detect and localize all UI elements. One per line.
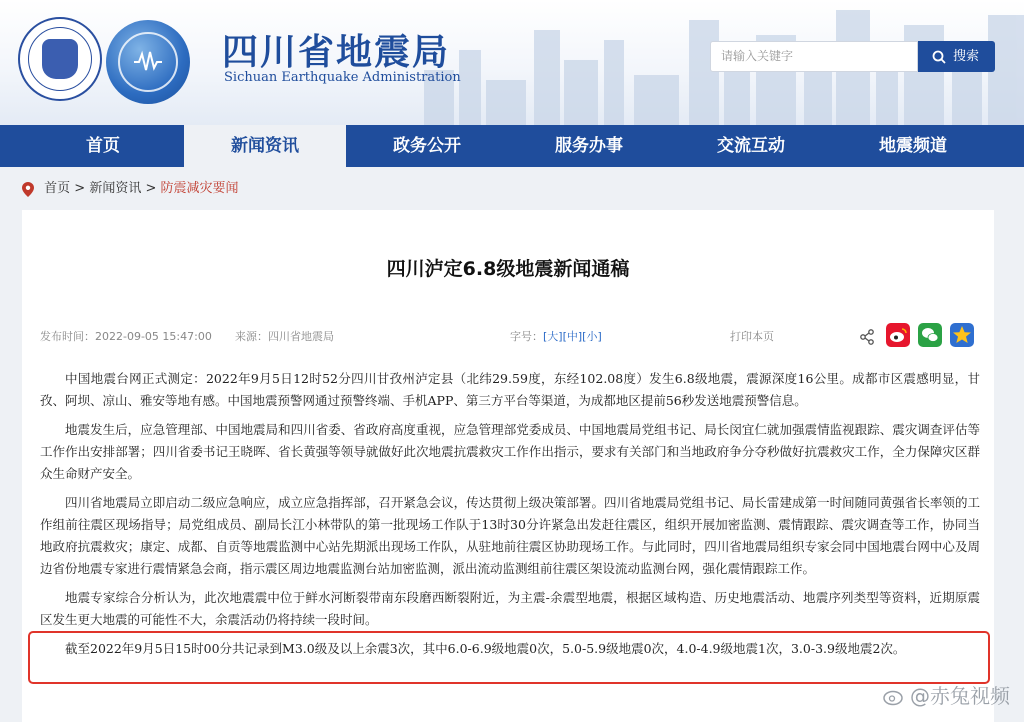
article-body	[40, 368, 980, 667]
wechat-share-icon[interactable]	[918, 323, 942, 347]
earthquake-administration-logo[interactable]	[106, 20, 190, 104]
nav-item-earthquake-channel[interactable]: 地震频道	[879, 136, 947, 156]
video-watermark	[882, 680, 1010, 709]
highlight-box	[28, 631, 990, 684]
article-paragraph: 地震发生后，应急管理部、中国地震局和四川省委、省政府高度重视，应急管理部党委成员、中国地震局党组书记、局长闵宜仁就加强震情监视跟踪、震灾调查评估等工作作出安排部署；四川省委书记王晓晖、省长黄强等领导就做好此次地震抗震救灾工作作出指示，要求有关部门和当地政府争分夺秒做好抗震救灾工作，全力保障灾区群众生命财产安全。	[40, 422, 980, 481]
breadcrumb-separator: >	[74, 181, 86, 196]
share-icon[interactable]	[860, 329, 874, 345]
watermark-text: @赤兔视频	[910, 684, 1010, 708]
search-button[interactable]	[918, 41, 995, 72]
weibo-logo-icon	[882, 686, 906, 706]
breadcrumb-home[interactable]: 首页	[44, 181, 71, 196]
breadcrumb-current[interactable]: 防震减灾要闻	[160, 181, 239, 196]
main-nav	[0, 125, 1024, 167]
nav-item-interaction[interactable]: 交流互动	[717, 136, 785, 156]
site-title: 四川省地震局	[222, 31, 451, 73]
font-size-label: 字号：	[510, 330, 543, 343]
article-paragraph-highlighted: 地震专家综合分析认为，此次地震震中位于鲜水河断裂带南东段磨西断裂附近，为主震-余震型地震，根据区域构造、历史地震活动、地震序列类型等资料，近期原震区发生更大地震的可能性不大，余震活动仍将持续一段时间。	[40, 590, 980, 627]
nav-item-services[interactable]: 服务办事	[555, 136, 623, 156]
nav-item-home[interactable]: 首页	[86, 136, 120, 156]
article-meta	[40, 327, 980, 347]
search-icon	[932, 50, 946, 64]
article-paragraph: 中国地震台网正式测定：2022年9月5日12时52分四川甘孜州泸定县（北纬29.59度，东经102.08度）发生6.8级地震，震源深度16公里。成都市区震感明显，甘孜、阿坝、凉山、雅安等地有感。中国地震预警网通过预警终端、手机APP、第三方平台等渠道，为成都地区提前56秒发送地震预警信息。	[40, 371, 980, 408]
article-paragraph: 四川省地震局立即启动二级应急响应，成立应急指挥部，召开紧急会议，传达贯彻上级决策部署。四川省地震局党组书记、局长雷建成第一时间随同黄强省长率领的工作组前往震区现场指导；局党组成员、副局长江小林带队的第一批现场工作队于13时30分许紧急出发赶往震区，组织开展加密监测、震情跟踪、震灾调查等工作，协同当地政府抗震救灾；康定、成都、自贡等地震监测中心站先期派出现场工作队，从驻地前往震区协助现场工作。与此同时，四川省地震局组织专家会同中国地震台网中心及周边省份地震专家进行震情紧急会商，指示震区周边地震监测台站加密监测，派出流动监测组前往震区架设流动监测台网，强化震情跟踪工作。	[40, 495, 980, 576]
qzone-share-icon[interactable]	[950, 323, 974, 347]
print-page-link[interactable]: 打印本页	[730, 330, 774, 343]
search-button-label: 搜索	[953, 49, 980, 64]
nav-item-news[interactable]: 新闻资讯	[184, 125, 346, 167]
breadcrumb-news[interactable]: 新闻资讯	[89, 181, 142, 196]
weibo-share-icon[interactable]	[886, 323, 910, 347]
search-input[interactable]: 请输入关键字	[710, 41, 918, 72]
location-pin-icon	[22, 182, 34, 197]
nav-item-government-affairs[interactable]: 政务公开	[393, 136, 461, 156]
article-source: 来源：四川省地震局	[235, 330, 334, 343]
site-subtitle: Sichuan Earthquake Administration	[224, 70, 461, 85]
article-paragraph: 截至2022年9月5日15时00分共记录到M3.0级及以上余震3次，其中6.0-6.9级地震0次，5.0-5.9级地震0次，4.0-4.9级地震1次，3.0-3.9级地震2次。	[65, 641, 906, 656]
seal-logo	[18, 17, 102, 101]
breadcrumb-separator: >	[145, 181, 157, 196]
site-header	[0, 0, 1024, 125]
breadcrumb	[22, 178, 239, 200]
article-title: 四川泸定6.8级地震新闻通稿	[386, 258, 630, 280]
font-size-options[interactable]: [大][中][小]	[543, 330, 602, 343]
publish-time: 发布时间：2022-09-05 15:47:00	[40, 330, 212, 343]
